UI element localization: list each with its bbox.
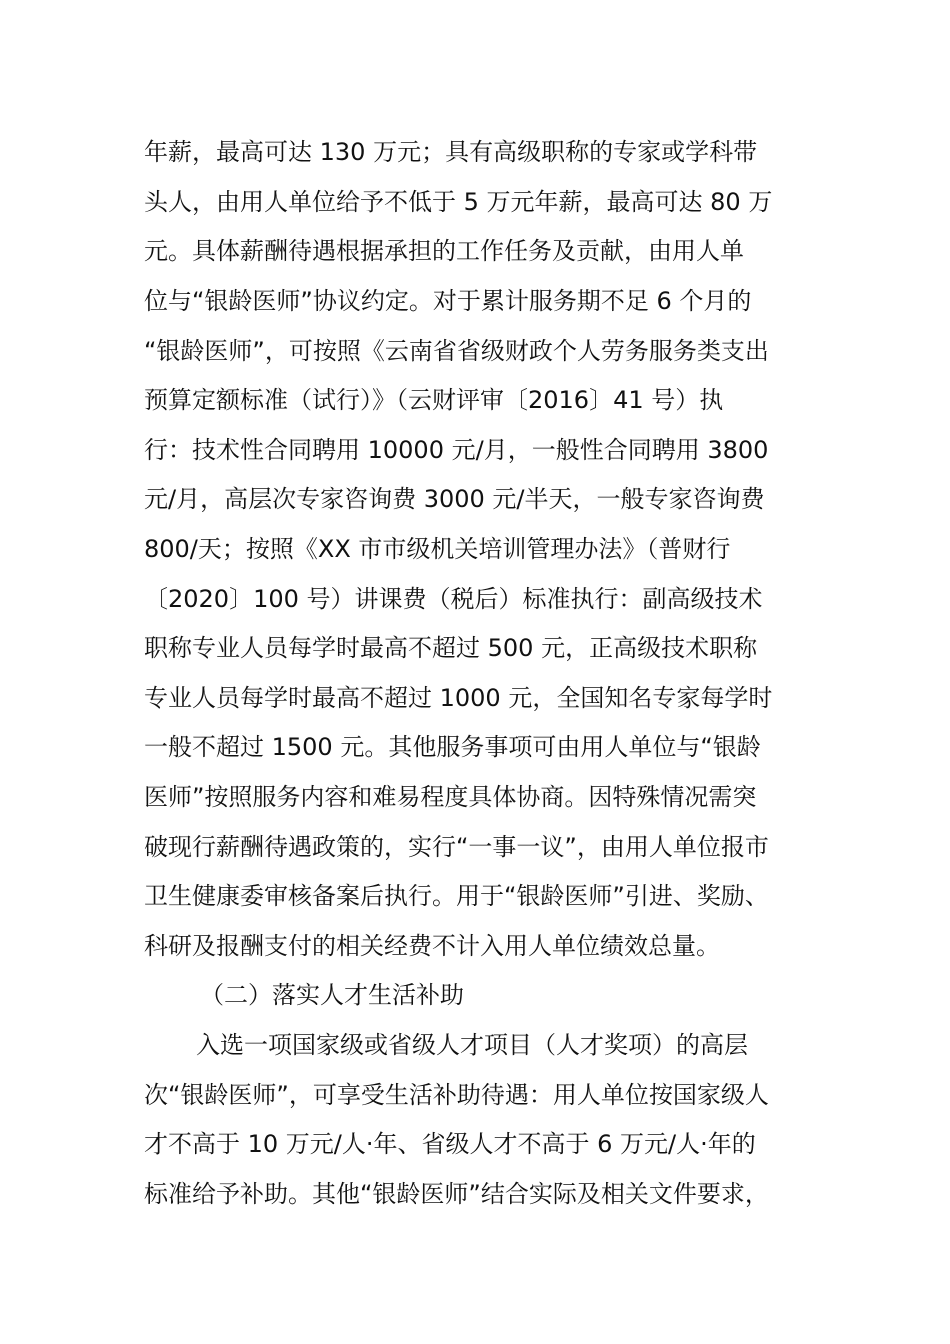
- text-line: 次“银龄医师”，可享受生活补助待遇：用人单位按国家级人: [144, 1081, 769, 1109]
- text-line: 一般不超过 1500 元。其他服务事项可由用人单位与“银龄: [144, 733, 761, 761]
- text-line: 〔2020〕100 号）讲课费（税后）标准执行：副高级技术: [144, 585, 763, 613]
- text-line: 元。具体薪酬待遇根据承担的工作任务及贡献，由用人单: [144, 237, 744, 265]
- text-line: 行：技术性合同聘用 10000 元/月，一般性合同聘用 3800: [144, 436, 769, 464]
- text-line: “银龄医师”，可按照《云南省省级财政个人劳务服务类支出: [144, 337, 769, 365]
- text-line: 入选一项国家级或省级人才项目（人才奖项）的高层: [196, 1031, 748, 1059]
- text-line: 科研及报酬支付的相关经费不计入用人单位绩效总量。: [144, 932, 720, 960]
- text-line: 预算定额标准（试行）》（云财评审〔2016〕41 号）执: [144, 386, 724, 414]
- text-line: 头人，由用人单位给予不低于 5 万元年薪，最高可达 80 万: [144, 188, 773, 216]
- text-line: 元/月，高层次专家咨询费 3000 元/半天，一般专家咨询费: [144, 485, 765, 513]
- text-line: 职称专业人员每学时最高不超过 500 元，正高级技术职称: [144, 634, 758, 662]
- text-line: 专业人员每学时最高不超过 1000 元，全国知名专家每学时: [144, 684, 773, 712]
- text-line: 医师”按照服务内容和难易程度具体协商。因特殊情况需突: [144, 783, 757, 811]
- text-line: 破现行薪酬待遇政策的，实行“一事一议”，由用人单位报市: [144, 833, 769, 861]
- section-heading: （二）落实人才生活补助: [200, 981, 464, 1009]
- text-line: 才不高于 10 万元/人·年、省级人才不高于 6 万元/人·年的: [144, 1130, 756, 1158]
- text-line: 卫生健康委审核备案后执行。用于“银龄医师”引进、奖励、: [144, 882, 769, 910]
- text-line: 800/天；按照《XX 市市级机关培训管理办法》（普财行: [144, 535, 731, 563]
- text-line: 年薪，最高可达 130 万元；具有高级职称的专家或学科带: [144, 138, 758, 166]
- text-line: 标准给予补助。其他“银龄医师”结合实际及相关文件要求，: [144, 1180, 769, 1208]
- text-line: 位与“银龄医师”协议约定。对于累计服务期不足 6 个月的: [144, 287, 752, 315]
